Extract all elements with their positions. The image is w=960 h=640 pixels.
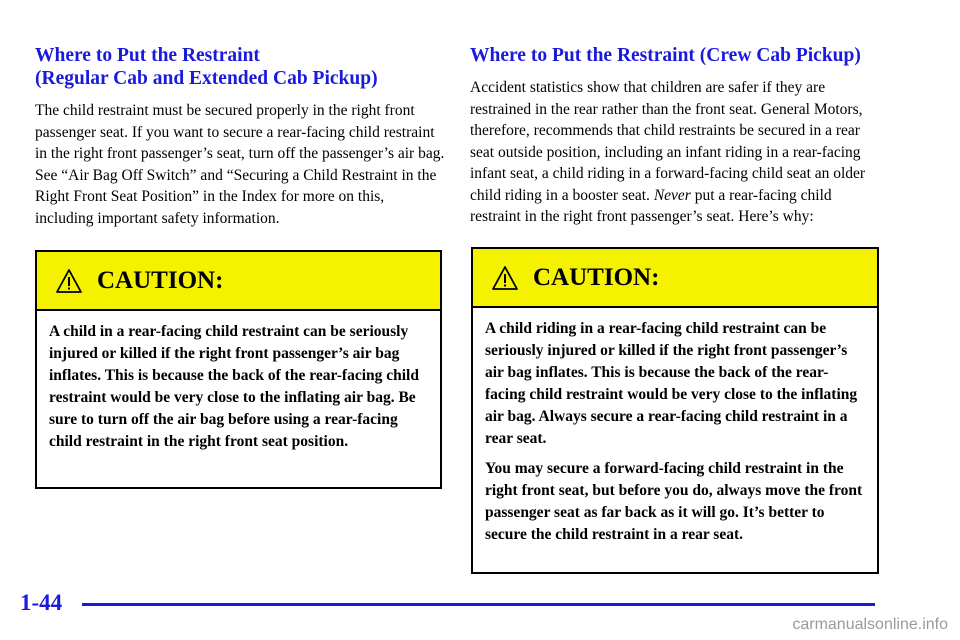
section-title-regular-cab bbox=[35, 44, 445, 90]
caution-header bbox=[473, 249, 877, 308]
caution-text: A child in a rear-facing child restraint can be seriously injured or killed if the right front passenger’s air bag inflates. This is because the back of the rear-facing child restraint would be very close to the inflating air bag. Be sure to turn off the air bag before using a rear-facing child restraint in the right front seat position. bbox=[49, 323, 419, 450]
caution-header bbox=[37, 252, 440, 311]
caution-box-left bbox=[35, 250, 442, 489]
body-paragraph-right bbox=[470, 77, 880, 228]
caution-text-1: A child riding in a rear-facing child restraint can be seriously injured or killed if the right front passenger’s air bag inflates. This is because the back of the rear-facing child restraint would be very close to the inflating air bag. Always secure a rear-facing child restraint in a rear seat. bbox=[485, 320, 858, 447]
paragraph-emphasis: Never bbox=[653, 186, 691, 204]
caution-label: CAUTION: bbox=[97, 267, 224, 294]
paragraph-part-2: put a rear-facing child restraint in the right front passenger’s seat. Here’s why: bbox=[470, 186, 832, 225]
right-column bbox=[470, 44, 880, 228]
page-number: 1-44 bbox=[20, 590, 63, 615]
caution-box-right bbox=[471, 247, 879, 574]
caution-body bbox=[37, 311, 440, 453]
warning-triangle-icon bbox=[55, 268, 83, 294]
title-line-1: Where to Put the Restraint bbox=[35, 45, 260, 66]
caution-text-2: You may secure a forward-facing child restraint in the right front seat, but before you do, always move the front passenger seat as far back as it will go. It’s better to secure the child restraint in a rear seat. bbox=[485, 460, 863, 543]
section-title-crew-cab: Where to Put the Restraint (Crew Cab Pickup) bbox=[470, 45, 861, 66]
warning-triangle-icon bbox=[491, 265, 519, 291]
title-line-2: (Regular Cab and Extended Cab Pickup) bbox=[35, 68, 378, 89]
paragraph-part-1: Accident statistics show that children are safer if they are restrained in the rear rather than the front seat. General Motors, therefore, recommends that child restraints be secured in a rear seat outside position, including an infant riding in a rear-facing infant seat, a child riding in a forward-facing child seat an older child riding in a booster seat. bbox=[470, 79, 866, 204]
footer-rule bbox=[82, 603, 875, 606]
caution-label: CAUTION: bbox=[533, 264, 660, 291]
body-paragraph-left: The child restraint must be secured properly in the right front passenger seat. If you want to secure a rear-facing child restraint in the right front passenger’s seat, turn off the passenger’s air bag. See “Air Bag Off Switch” and “Securing a Child Restraint in the Right Front Seat Position” in the Index for more on this, including important safety information. bbox=[35, 102, 445, 227]
caution-body bbox=[473, 308, 877, 546]
watermark: carmanualsonline.info bbox=[792, 616, 948, 633]
left-column bbox=[35, 44, 445, 229]
